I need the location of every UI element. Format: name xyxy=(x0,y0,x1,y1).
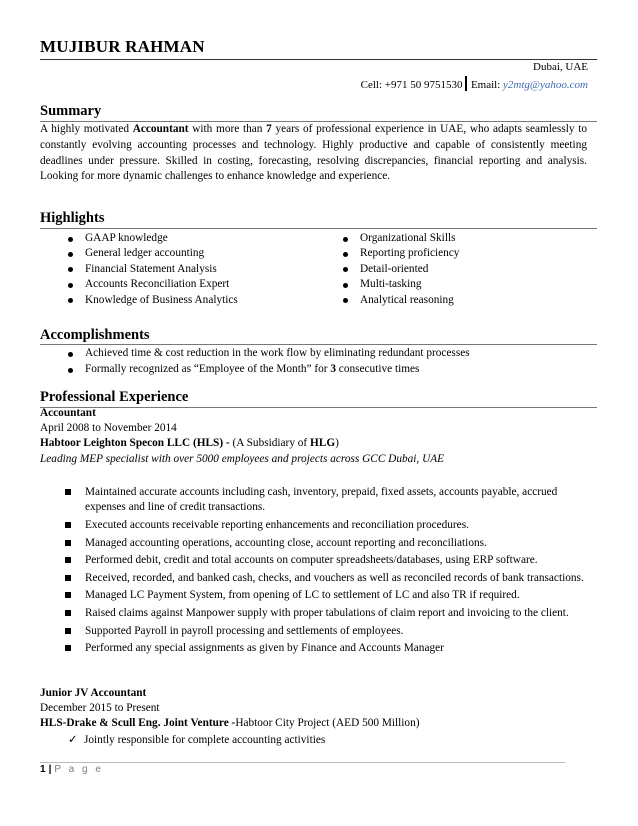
duty-text: Maintained accurate accounts including cash, inventory, prepaid, fixed assets, accounts payable, accrued expenses and line of credit transactions. xyxy=(85,486,558,514)
duty-text: Jointly responsible for complete accounting activities xyxy=(84,734,326,746)
highlight-item xyxy=(65,262,238,277)
footer-separator: | xyxy=(48,764,52,775)
summary-part: years of professional experience in UAE, who adapts seamlessly to constantly evolving accounting processes and technology. Highly productive and capable of consistently meeting deadlines under pressure. Skilled in costing, forecasting, resolving discrepancies, financial reporting and analysis. Looking for more dynamic challenges to enhance knowledge and experience. xyxy=(40,123,587,183)
highlight-item xyxy=(340,231,459,246)
square-bullet-icon xyxy=(65,557,71,563)
square-bullet-icon xyxy=(65,610,71,616)
subsidiary-end: ) xyxy=(335,437,339,449)
bullet-icon xyxy=(343,252,348,257)
job-company xyxy=(40,437,339,449)
duty-text: Supported Payroll in payroll processing and settlements of employees. xyxy=(85,624,404,637)
bullet-icon xyxy=(68,237,73,242)
job-duties-list xyxy=(65,485,595,659)
company-name-end: ) - xyxy=(219,437,233,449)
summary-role: Accountant xyxy=(132,123,189,135)
highlight-label: Knowledge of Business Analytics xyxy=(85,293,238,306)
page-number: 1 xyxy=(40,764,46,775)
square-bullet-icon xyxy=(65,592,71,598)
square-bullet-icon xyxy=(65,645,71,651)
highlight-label: General ledger accounting xyxy=(85,247,205,260)
duty-text: Managed accounting operations, accounting close, account reporting and reconciliations. xyxy=(85,536,487,549)
project-name: Habtoor City Project (AED 500 Million) xyxy=(235,717,420,729)
highlight-label: Reporting proficiency xyxy=(360,247,460,260)
bullet-icon xyxy=(68,283,73,288)
accomplishment-count: 3 xyxy=(330,363,336,376)
highlights-left-list xyxy=(65,231,238,308)
summary-part: A highly motivated xyxy=(40,123,133,135)
bullet-icon xyxy=(68,368,73,373)
candidate-name: MUJIBUR RAHMAN xyxy=(40,37,205,56)
duty-item xyxy=(65,485,595,516)
highlight-label: Financial Statement Analysis xyxy=(85,262,217,275)
company-tagline: Leading MEP specialist with over 5000 employees and projects across GCC Dubai, UAE xyxy=(40,453,445,465)
job-dates: April 2008 to November 2014 xyxy=(40,422,177,434)
highlights-right-list xyxy=(340,231,459,308)
duty-item xyxy=(65,553,595,568)
bullet-icon xyxy=(68,252,73,257)
email-label: Email: xyxy=(470,79,501,91)
accomplishments-list xyxy=(65,346,470,378)
duty-item xyxy=(65,588,595,603)
highlight-item xyxy=(65,277,238,292)
email-link[interactable]: y2mtg@yahoo.com xyxy=(503,79,588,91)
highlight-label: GAAP knowledge xyxy=(85,232,168,244)
contact-line xyxy=(361,76,588,91)
company-name: HLS-Drake & Scull Eng. Joint Venture - xyxy=(40,717,236,729)
contact-separator xyxy=(465,76,467,91)
duty-text: Received, recorded, and banked cash, checks, and vouchers as well as reconciled records of bank transactions. xyxy=(85,571,584,584)
square-bullet-icon xyxy=(65,540,71,546)
accomplishment-item xyxy=(65,346,470,361)
duty-text: Performed any special assignments as given by Finance and Accounts Manager xyxy=(85,642,444,655)
highlights-divider xyxy=(40,228,597,229)
square-bullet-icon xyxy=(65,489,71,495)
square-bullet-icon xyxy=(65,628,71,634)
duty-item xyxy=(65,518,595,533)
duty-item xyxy=(65,536,595,551)
job2-dates: December 2015 to Present xyxy=(40,702,160,714)
experience-divider xyxy=(40,407,597,408)
company-name: Habtoor Leighton Specon LLC ( xyxy=(40,437,197,449)
duty-item xyxy=(65,624,595,639)
duty-item xyxy=(65,606,595,621)
highlight-item xyxy=(65,293,238,308)
duty-item xyxy=(65,571,595,586)
highlight-label: Multi-tasking xyxy=(360,278,422,291)
duty-text: Executed accounts receivable reporting enhancements and reconciliation procedures. xyxy=(85,519,469,531)
highlight-label: Analytical reasoning xyxy=(360,293,454,306)
highlight-item xyxy=(340,246,459,261)
footer-divider xyxy=(40,762,565,763)
highlight-item xyxy=(340,293,459,308)
company-abbr: HLS xyxy=(196,437,220,449)
summary-part: with more than xyxy=(188,123,267,135)
job-title: Accountant xyxy=(40,407,96,419)
job2-company xyxy=(40,717,420,729)
job2-title: Junior JV Accountant xyxy=(40,687,147,699)
highlights-heading: Highlights xyxy=(40,210,105,226)
highlight-item xyxy=(65,231,238,246)
checkmark-icon: ✓ xyxy=(68,734,78,746)
highlight-item xyxy=(340,262,459,277)
duty-text: Raised claims against Manpower supply with proper tabulations of claim report and invoicing to the client. xyxy=(85,606,569,619)
bullet-icon xyxy=(68,298,73,303)
accomplishment-item xyxy=(65,362,470,377)
bullet-icon xyxy=(68,267,73,272)
highlight-item xyxy=(65,246,238,261)
highlight-item xyxy=(340,277,459,292)
bullet-icon xyxy=(343,267,348,272)
subsidiary-name: HLG xyxy=(310,437,336,449)
highlight-label: Accounts Reconciliation Expert xyxy=(85,278,230,291)
duty-text: Performed debit, credit and total accounts on computer spreadsheets/databases, using ERP software. xyxy=(85,554,538,567)
cell-number: Cell: +971 50 9751530 xyxy=(360,79,463,91)
subsidiary-label: (A Subsidiary of xyxy=(232,437,311,449)
bullet-icon xyxy=(68,352,73,357)
page-footer xyxy=(40,764,103,775)
duty-text: Managed LC Payment System, from opening of LC to settlement of LC and also TR if required. xyxy=(85,589,520,602)
accomplishment-label: Formally recognized as “Employee of the Month” for xyxy=(85,363,331,376)
job2-duty xyxy=(68,733,325,746)
header-divider xyxy=(40,59,597,60)
bullet-icon xyxy=(343,237,348,242)
accomplishments-heading: Accomplishments xyxy=(40,327,150,343)
location: Dubai, UAE xyxy=(533,61,588,73)
accomplishments-divider xyxy=(40,344,597,345)
accomplishment-label: Achieved time & cost reduction in the work flow by eliminating redundant processes xyxy=(85,347,470,359)
highlight-label: Organizational Skills xyxy=(360,232,456,244)
page-label: P a g e xyxy=(54,764,104,775)
highlight-label: Detail-oriented xyxy=(360,262,429,275)
summary-text xyxy=(40,122,587,185)
accomplishment-label: consecutive times xyxy=(335,363,420,376)
experience-heading: Professional Experience xyxy=(40,389,189,405)
bullet-icon xyxy=(343,283,348,288)
summary-years: 7 xyxy=(266,123,272,135)
duty-item xyxy=(65,641,595,656)
bullet-icon xyxy=(343,298,348,303)
summary-heading: Summary xyxy=(40,103,102,119)
square-bullet-icon xyxy=(65,575,71,581)
square-bullet-icon xyxy=(65,522,71,528)
